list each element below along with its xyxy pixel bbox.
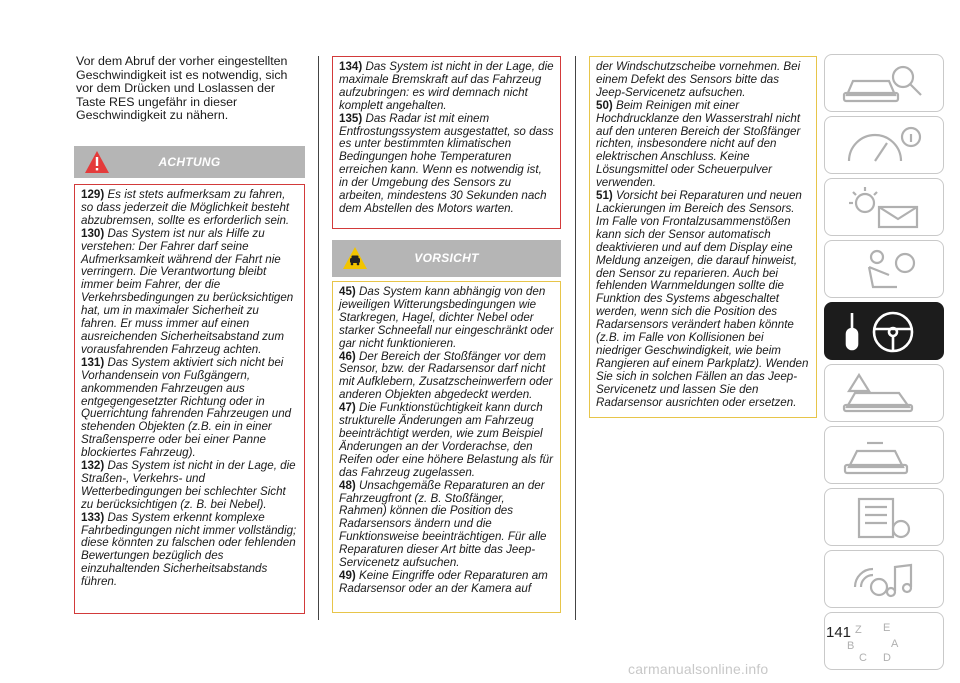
index-letter-c: C: [859, 652, 867, 664]
caution-box: [332, 281, 561, 613]
note-129: 129) Es ist stets aufmerksam zu fahren, so dass jederzeit die Möglichkeit besteht abzubremsen, sollte es erforderlich sein.: [81, 188, 290, 227]
note-45: 45) Das System kann abhängig von den jeweiligen Witterungsbedingungen wie Starkregen, Hagel, dichter Nebel oder starker Schneefall nur eingeschränkt oder gar nicht funktionieren.: [339, 285, 554, 350]
column-divider-2: [575, 56, 576, 620]
note-135: 135) Das Radar ist mit einem Entfrostungssystem ausgestattet, so dass es unter bestimmten klimatischen Bedingungen hohe Temperaturen erreichen kann. Wenn es notwendig ist, in der Umgebung des Sensors zu arbeiten, mindestens 30 Sekunden nach dem Abstellen des Motors warten.: [339, 111, 554, 215]
car-search-icon: [839, 61, 929, 107]
watermark: carmanualsonline.info: [628, 661, 769, 677]
index-letter-a: A: [891, 638, 899, 650]
tab-dashboard[interactable]: [824, 116, 944, 174]
tab-warning-lights[interactable]: [824, 178, 944, 236]
note-46: 46) Der Bereich der Stoßfänger vor dem Sensor, bzw. der Radarsensor darf nicht mit Aufklebern, Zusatzscheinwerfern oder anderen Objekten abgedeckt werden.: [339, 349, 553, 402]
page-number: 141: [826, 624, 852, 641]
car-service-icon: [839, 433, 929, 479]
note-132: 132) Das System ist nicht in der Lage, die Straßen-, Verkehrs- und Wetterbedingungen bei schlechter Sicht zu berücksichtigen (z. B. bei Nebel).: [81, 459, 296, 511]
intro-paragraph: Vor dem Abruf der vorher eingestellten Geschwindigkeit ist es notwendig, sich vor dem Drücken und Loslassen der Taste RES ungefähr in dieser Geschwindigkeit zu nähern.: [76, 54, 288, 122]
warning-lights-icon: [839, 185, 929, 231]
multimedia-icon: [839, 557, 929, 603]
note-49-continued: der Windschutzscheibe vornehmen. Bei einem Defekt des Sensors bitte das Jeep-Servicenetz aufsuchen.: [596, 60, 801, 99]
caution-title: VORSICHT: [414, 251, 479, 265]
tab-index[interactable]: [824, 612, 944, 670]
note-130: 130) Das System ist nur als Hilfe zu verstehen: Der Fahrer darf seine Aufmerksamkeit während der Fahrt nie verringern. Die Verantwortung bleibt immer beim Fahrer, der die Verkehrsbedingungen zu berücksichtigen hat, um in maximaler Sicherheit zu fahren. Er muss immer auf einen ausreichenden Sicherheitsabstand zum vorausfahrenden Fahrzeug achten.: [81, 226, 294, 356]
warning-header: [74, 146, 305, 178]
tab-safety[interactable]: [824, 240, 944, 298]
tab-technical-data[interactable]: [824, 488, 944, 546]
note-133: 133) Das System erkennt komplexe Fahrbedingungen nicht immer vollständig; diese könnten zu falschen oder fehlenden Bewertungen bezüglich des einzuhaltenden Sicherheitsabstands führen.: [81, 510, 297, 589]
dashboard-info-icon: [839, 123, 929, 169]
key-steering-wheel-icon: [839, 309, 929, 355]
index-letter-d: D: [883, 652, 891, 664]
note-51: 51) Vorsicht bei Reparaturen und neuen Lackierungen im Bereich des Sensors. Im Falle von Frontalzusammenstößen kann sich der Sensor automatisch deaktivieren und auf dem Display eine Meldung anzeigen, die darauf hinweist, den Sensor zu reparieren. Auch bei fehlenden Warnmeldungen sollte die Funktion des Systems abgeschaltet werden, wenn sich die Position des Radarsensors verändert haben könnte (z.B. im Falle von Kollisionen bei niedriger Geschwindigkeit, wie beim Rangieren auf einem Parkplatz). Wenden Sie sich in solchen Fällen an das Jeep-Servicenetz und lassen Sie den Radarsensor ausrichten oder ersetzen.: [596, 189, 809, 409]
column-divider-1: [318, 56, 319, 620]
note-131: 131) Das System aktiviert sich nicht bei Vorhandensein von Fußgängern, ankommenden Fahrzeugen aus entgegengesetzter Richtung oder in Querrichtung fahrenden Fahrzeugen und stehenden Objekten (z.B. ein in einer Straßensperre oder bei einer Panne blockiertes Fahrzeug).: [81, 355, 292, 460]
index-letter-z: Z: [855, 624, 862, 636]
note-134: 134) Das System ist nicht in der Lage, die maximale Bremskraft auf das Fahrzeug aufzubringen: es wird demnach nicht komplett angehalten.: [339, 60, 554, 112]
caution-header: [332, 240, 561, 277]
warning-box: [74, 184, 305, 614]
index-letter-e: E: [883, 622, 891, 634]
note-49: 49) Keine Eingriffe oder Reparaturen am Radarsensor oder an der Kamera auf: [339, 568, 548, 595]
tab-multimedia[interactable]: [824, 550, 944, 608]
tab-in-an-emergency[interactable]: [824, 364, 944, 422]
caution-box-continued: [589, 56, 817, 418]
warning-box-continued: [332, 56, 561, 229]
warning-title: ACHTUNG: [158, 155, 221, 169]
note-50: 50) Beim Reinigen mit einer Hochdrucklanze den Wasserstrahl nicht auf den unteren Bereich der Stoßfänger richten, insbesondere nicht auf den elektrischen Anschluss. Keine Lösungsmittel oder Scheuerpulver verwenden.: [596, 98, 801, 190]
index-letter-b: B: [847, 640, 855, 652]
technical-data-icon: [839, 495, 929, 541]
tab-servicing-and-care[interactable]: [824, 426, 944, 484]
airbag-seat-icon: [839, 247, 929, 293]
alphabetical-index-icon: [839, 619, 929, 665]
note-47: 47) Die Funktionstüchtigkeit kann durch strukturelle Änderungen am Fahrzeug beeinträchtigt werden, wie zum Beispiel Änderungen an der Vorderachse, den Reifen oder eine höhere Belastung als für das Fahrzeug zugelassen.: [339, 401, 553, 479]
note-48: 48) Unsachgemäße Reparaturen an der Fahrzeugfront (z. B. Stoßfänger, Rahmen) können die Position des Radarsensors ändern und die Funktionsweise beeinträchtigen. Für alle Reparaturen dieser Art bitte das Jeep-Servicenetz aufsuchen.: [339, 478, 547, 570]
tab-getting-to-know-vehicle[interactable]: [824, 54, 944, 112]
car-breakdown-icon: [839, 371, 929, 417]
tab-starting-and-driving[interactable]: [824, 302, 944, 360]
